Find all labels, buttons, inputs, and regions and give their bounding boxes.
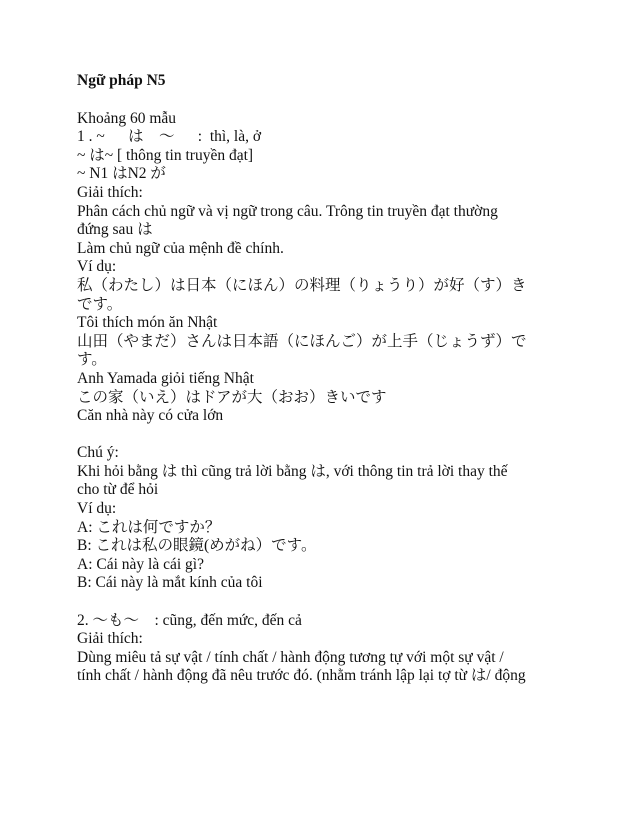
text-line: Dùng miêu tả sự vật / tính chất / hành động tương tự với một sự vật / (77, 648, 504, 666)
section-label: Ví dụ: (77, 258, 117, 276)
dialog-line: B: これは私の眼鏡(めがね）です。 (77, 537, 317, 555)
section-label: Ví dụ: (77, 500, 117, 518)
text-line: Khoảng 60 mẫu (77, 109, 177, 127)
text-line: cho từ để hỏi (77, 481, 159, 499)
text-line: Khi hỏi bằng は thì cũng trả lời bằng は, với thông tin trả lời thay thế (77, 462, 508, 480)
section-label: Chú ý: (77, 444, 119, 462)
dialog-line: A: これは何ですか？ (77, 518, 221, 536)
japanese-example: 山田（やまだ）さんは日本語（にほんご）が上手（じょうず）で (77, 332, 527, 350)
grammar-pattern-heading: 2. ～も～ : cũng, đến mức, đến cả (77, 611, 302, 629)
blank-line (77, 426, 577, 445)
text-line: Phân cách chủ ngữ và vị ngữ trong câu. Trông tin truyền đạt thường (77, 202, 498, 220)
japanese-example: 私（わたし）は日本（にほん）の料理（りょうり）が好（す）き (77, 276, 527, 294)
dialog-line: A: Cái này là cái gì? (77, 555, 204, 573)
text-line: ~ N1 はN2 が (77, 165, 166, 183)
grammar-pattern-heading: 1 . ~ は ～ : thì, là, ở (77, 128, 262, 146)
text-line: ~ は~ [ thông tin truyền đạt] (77, 146, 254, 164)
document-body (77, 72, 577, 686)
japanese-example: す。 (77, 351, 107, 369)
japanese-example: です。 (77, 295, 123, 313)
translation: Căn nhà này có cửa lớn (77, 407, 224, 425)
section-label: Giải thích: (77, 183, 143, 201)
translation: Tôi thích món ăn Nhật (77, 314, 218, 332)
section-label: Giải thích: (77, 630, 143, 648)
text-line: tính chất / hành động đã nêu trước đó. (nhằm tránh lập lại tợ từ は/ động (77, 667, 526, 685)
translation: Anh Yamada giỏi tiếng Nhật (77, 369, 254, 387)
japanese-example: この家（いえ）はドアが大（おお）きいです (77, 388, 387, 406)
dialog-line: B: Cái này là mắt kính của tôi (77, 574, 263, 592)
blank-line (77, 593, 577, 612)
text-line: Làm chủ ngữ của mệnh đề chính. (77, 239, 284, 257)
document-title: Ngữ pháp N5 (77, 72, 166, 89)
text-line: đứng sau は (77, 221, 153, 239)
